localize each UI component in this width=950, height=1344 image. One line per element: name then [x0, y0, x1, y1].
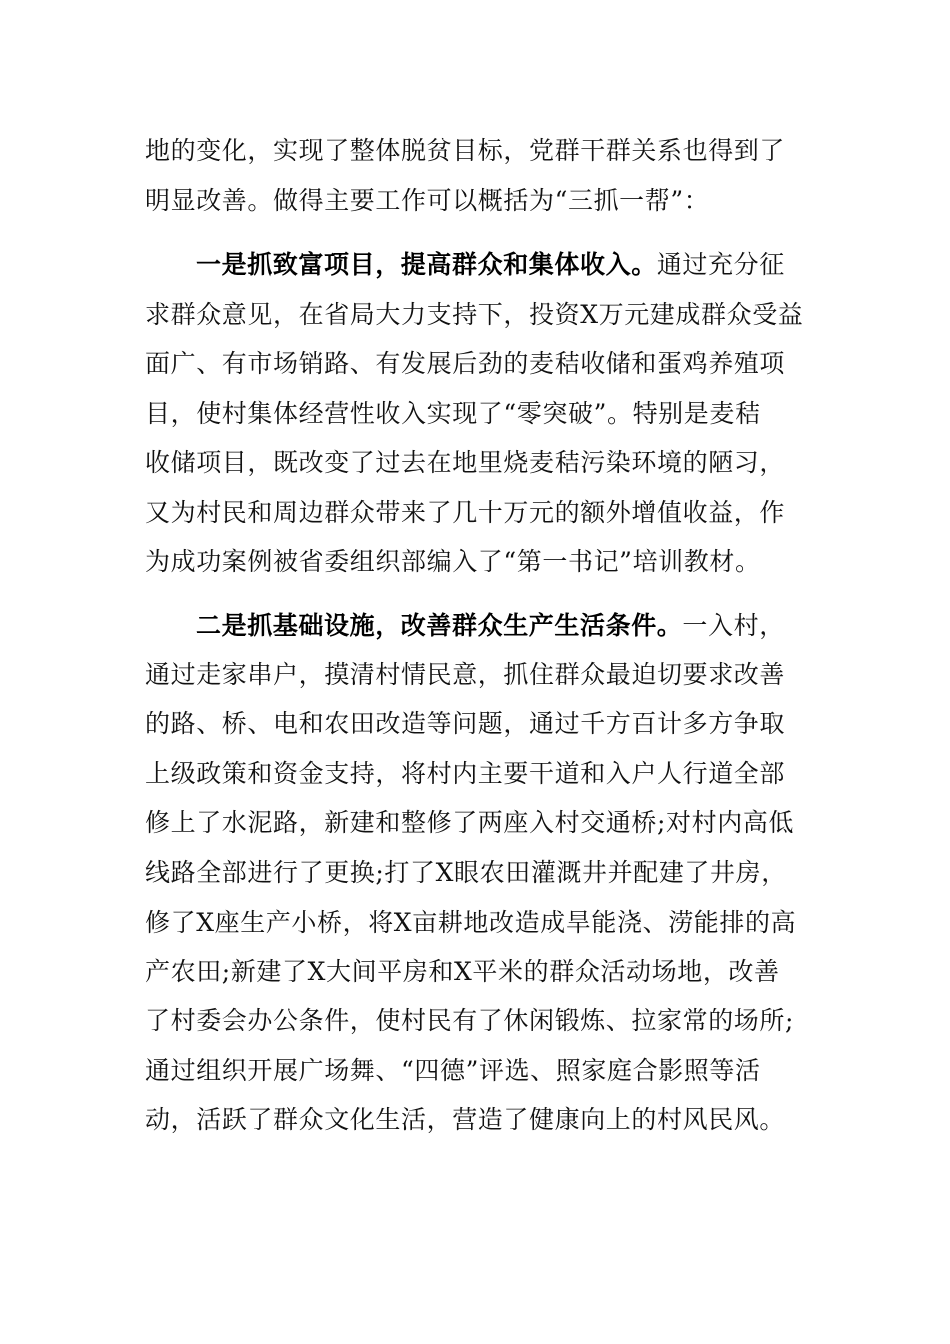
- paragraph-1-line-3: 面广、有市场销路、有发展后劲的麦秸收储和蛋鸡养殖项: [145, 349, 786, 378]
- paragraph-1-first-line-text: 通过充分征: [656, 250, 785, 279]
- paragraph-1-line-5: 收储项目，既改变了过去在地里烧麦秸污染环境的陋习，: [145, 448, 786, 477]
- paragraph-2-line-11: 动，活跃了群众文化生活，营造了健康向上的村风民风。: [145, 1105, 786, 1134]
- paragraph-2-first-line: [196, 606, 816, 646]
- paragraph-1-heading: 一是抓致富项目，提高群众和集体收入。: [196, 250, 657, 279]
- paragraph-2-first-line-text: 一入村，: [682, 611, 785, 640]
- paragraph-2-line-5: 修上了水泥路，新建和整修了两座入村交通桥;对村内高低: [145, 808, 795, 837]
- paragraph-2-line-2: 通过走家串户，摸清村情民意，抓住群众最迫切要求改善: [145, 660, 786, 689]
- paragraph-1-line-4: 目，使村集体经营性收入实现了“零突破”。特别是麦秸: [145, 399, 761, 428]
- paragraph-2-line-6: 线路全部进行了更换;打了X眼农田灌溉井并配建了井房，: [145, 858, 787, 887]
- paragraph-1-first-line: [196, 245, 816, 285]
- paragraph-2-line-8: 产农田;新建了X大间平房和X平米的群众活动场地，改善: [145, 957, 780, 986]
- paragraph-1-line-6: 又为村民和周边群众带来了几十万元的额外增值收益，作: [145, 498, 786, 527]
- paragraph-2-heading: 二是抓基础设施，改善群众生产生活条件。: [196, 611, 683, 640]
- paragraph-2-line-10: 通过组织开展广场舞、“四德”评选、照家庭合影照等活: [145, 1056, 761, 1085]
- paragraph-1-line-7: 为成功案例被省委组织部编入了“第一书记”培训教材。: [145, 547, 761, 576]
- paragraph-1-line-2: 求群众意见，在省局大力支持下，投资X万元建成群众受益: [145, 300, 804, 329]
- intro-line-1: 地的变化，实现了整体脱贫目标，党群干群关系也得到了: [145, 136, 786, 165]
- intro-line-2: 明显改善。做得主要工作可以概括为“三抓一帮”：: [145, 186, 710, 215]
- paragraph-2-line-7: 修了X座生产小桥，将X亩耕地改造成旱能浇、涝能排的高: [145, 908, 797, 937]
- paragraph-2-line-3: 的路、桥、电和农田改造等问题，通过千方百计多方争取: [145, 709, 786, 738]
- paragraph-2-line-9: 了村委会办公条件，使村民有了休闲锻炼、拉家常的场所;: [145, 1006, 795, 1035]
- paragraph-2-line-4: 上级政策和资金支持，将村内主要干道和入户人行道全部: [145, 759, 786, 788]
